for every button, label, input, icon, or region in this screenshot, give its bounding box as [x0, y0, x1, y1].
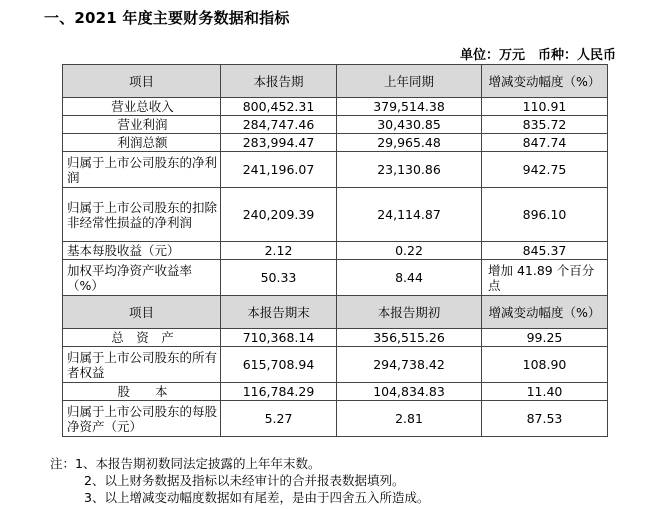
section-title: 一、2021 年度主要财务数据和指标: [44, 9, 290, 27]
table-row: [63, 260, 608, 296]
cell-value: 845.37: [482, 242, 608, 260]
cell-value: 29,965.48: [337, 134, 482, 152]
table-row: [63, 329, 608, 347]
row-label: 总 资 产: [63, 329, 221, 347]
row-label: 基本每股收益（元）: [63, 242, 221, 260]
table-row: [63, 152, 608, 188]
unit-currency-line: 单位：万元 币种：人民币: [459, 48, 616, 63]
cell-value: 379,514.38: [337, 98, 482, 116]
row-label: 加权平均净资产收益率（%）: [63, 260, 221, 296]
cell-value: 942.75: [482, 152, 608, 188]
cell-value: 30,430.85: [337, 116, 482, 134]
row-label: 营业总收入: [63, 98, 221, 116]
table-header-row: [63, 296, 608, 329]
row-label: 利润总额: [63, 134, 221, 152]
cell-value: 240,209.39: [221, 188, 337, 242]
table-header-row: [63, 65, 608, 98]
cell-value: 284,747.46: [221, 116, 337, 134]
cell-value: 710,368.14: [221, 329, 337, 347]
cell-value: 87.53: [482, 401, 608, 437]
footnote-1: 注：1、本报告期初数同法定披露的上年年末数。: [50, 456, 321, 471]
footnote-3: 3、以上增减变动幅度数据如有尾差，是由于四舍五入所造成。: [84, 490, 430, 505]
row-label: 营业利润: [63, 116, 221, 134]
table-row: [63, 98, 608, 116]
cell-value: 294,738.42: [337, 347, 482, 383]
header-change-pct: 增减变动幅度（%）: [482, 65, 608, 98]
header-period-end: 本报告期末: [221, 296, 337, 329]
financial-data-table: [62, 64, 608, 437]
row-label: 归属于上市公司股东的扣除非经常性损益的净利润: [63, 188, 221, 242]
cell-value: 896.10: [482, 188, 608, 242]
cell-value: 8.44: [337, 260, 482, 296]
cell-value: 23,130.86: [337, 152, 482, 188]
table-row: [63, 134, 608, 152]
header-change-pct: 增减变动幅度（%）: [482, 296, 608, 329]
cell-value: 5.27: [221, 401, 337, 437]
cell-value: 增加 41.89 个百分点: [482, 260, 608, 296]
table-row: [63, 116, 608, 134]
table-row: [63, 401, 608, 437]
table-row: [63, 347, 608, 383]
cell-value: 2.12: [221, 242, 337, 260]
cell-value: 24,114.87: [337, 188, 482, 242]
cell-value: 99.25: [482, 329, 608, 347]
cell-value: 847.74: [482, 134, 608, 152]
cell-value: 116,784.29: [221, 383, 337, 401]
cell-value: 104,834.83: [337, 383, 482, 401]
footnotes: [50, 455, 429, 506]
cell-value: 108.90: [482, 347, 608, 383]
cell-value: 50.33: [221, 260, 337, 296]
header-period-start: 本报告期初: [337, 296, 482, 329]
header-prior-period: 上年同期: [337, 65, 482, 98]
cell-value: 800,452.31: [221, 98, 337, 116]
header-current-period: 本报告期: [221, 65, 337, 98]
cell-value: 241,196.07: [221, 152, 337, 188]
table-row: [63, 383, 608, 401]
cell-value: 11.40: [482, 383, 608, 401]
header-item: 项目: [63, 296, 221, 329]
row-label: 股 本: [63, 383, 221, 401]
cell-value: 615,708.94: [221, 347, 337, 383]
cell-value: 2.81: [337, 401, 482, 437]
header-item: 项目: [63, 65, 221, 98]
cell-value: 283,994.47: [221, 134, 337, 152]
cell-value: 110.91: [482, 98, 608, 116]
row-label: 归属于上市公司股东的净利润: [63, 152, 221, 188]
table-row: [63, 242, 608, 260]
footnote-2: 2、以上财务数据及指标以未经审计的合并报表数据填列。: [84, 473, 405, 488]
cell-value: 835.72: [482, 116, 608, 134]
cell-value: 0.22: [337, 242, 482, 260]
cell-value: 356,515.26: [337, 329, 482, 347]
row-label: 归属于上市公司股东的所有者权益: [63, 347, 221, 383]
row-label: 归属于上市公司股东的每股净资产（元）: [63, 401, 221, 437]
table-row: [63, 188, 608, 242]
